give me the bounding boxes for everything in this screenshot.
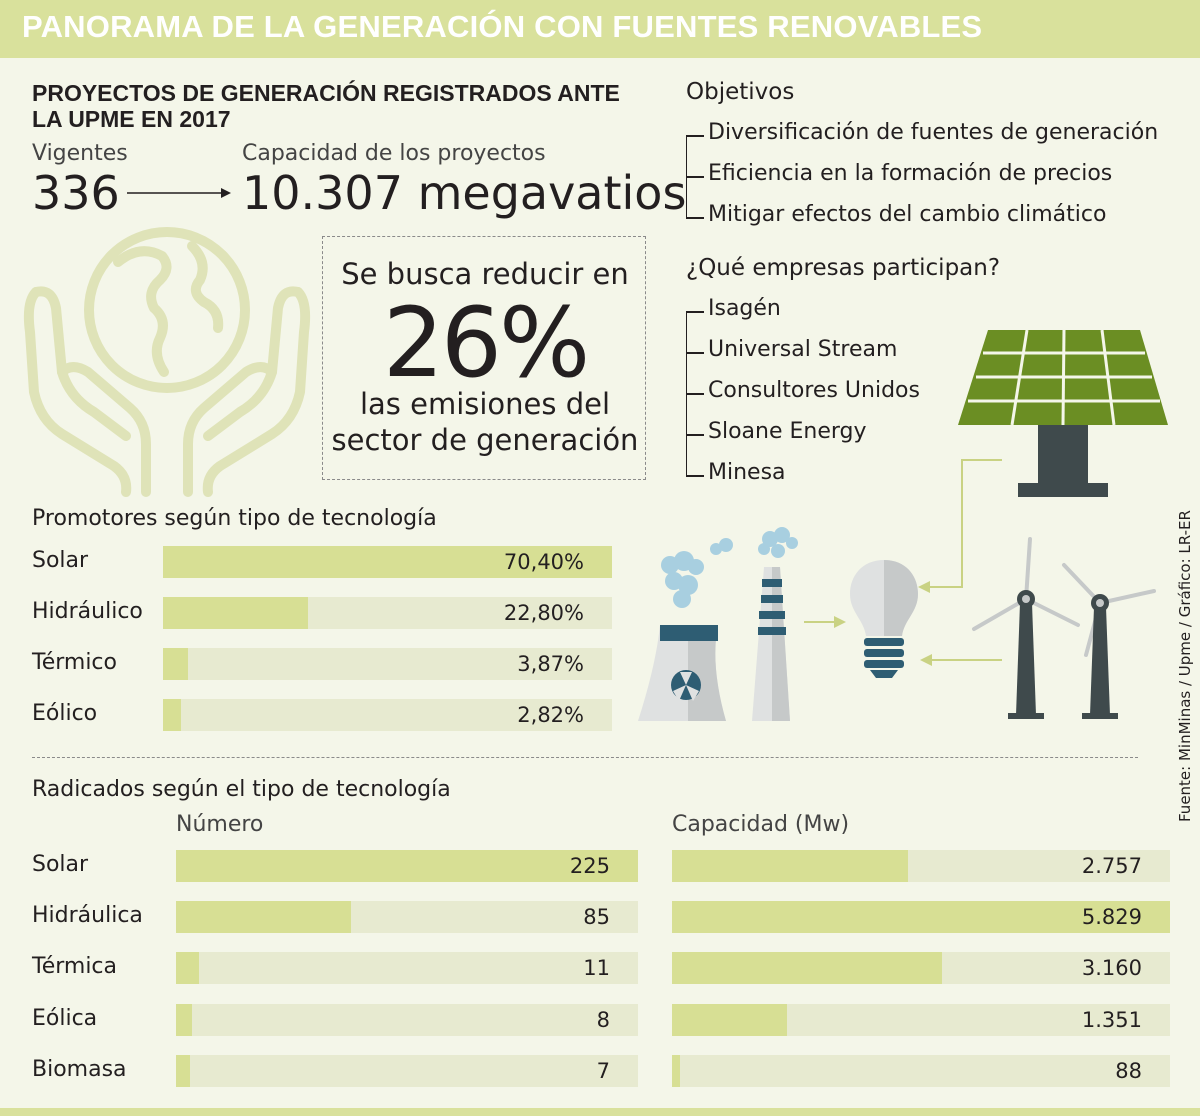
- company-item: Sloane Energy: [686, 419, 867, 444]
- objectives-list: [686, 120, 1186, 240]
- data-label: 1.351: [1081, 1008, 1142, 1032]
- category-label: Eólico: [32, 701, 98, 726]
- bar: [672, 1055, 680, 1087]
- arrow-right-icon: [125, 183, 233, 203]
- series-label-capacidad: Capacidad (Mw): [672, 812, 850, 837]
- vigentes-value: 336: [32, 166, 120, 220]
- page-title: PANORAMA DE LA GENERACIÓN CON FUENTES RENOVABLES: [22, 9, 983, 44]
- data-label: 2,82%: [517, 703, 584, 727]
- bar-track: [176, 1004, 638, 1036]
- capacity-label: Capacidad de los proyectos: [242, 141, 546, 166]
- bar: [672, 1004, 787, 1036]
- footer-rule: [0, 1108, 1200, 1116]
- source-credit: Fuente: MinMinas / Upme / Gráfico: LR-ER: [1176, 510, 1194, 822]
- wind-turbines-icon: [970, 535, 1160, 721]
- bar: [672, 952, 942, 984]
- goal-percent: 26%: [382, 287, 588, 399]
- title-bar: [0, 0, 1200, 58]
- chart2: [0, 850, 1180, 1100]
- goal-line1: Se busca reducir en: [341, 257, 629, 291]
- category-label: Hidráulica: [32, 903, 143, 928]
- goal-line3: sector de generación: [331, 423, 639, 457]
- data-label: 2.757: [1081, 854, 1142, 878]
- objective-item: Mitigar efectos del cambio climático: [686, 202, 1106, 227]
- bar: [672, 850, 908, 882]
- category-label: Hidráulico: [32, 599, 143, 624]
- bar-track: [163, 546, 612, 578]
- bar: [176, 1004, 192, 1036]
- data-label: 3.160: [1081, 956, 1142, 980]
- chart1: [0, 546, 620, 736]
- bar-track: [176, 1055, 638, 1087]
- bar-track: [672, 1055, 1170, 1087]
- company-item: Consultores Unidos: [686, 378, 920, 403]
- bar-track: [176, 850, 638, 882]
- bar-track: [672, 901, 1170, 933]
- bar-track: [176, 901, 638, 933]
- bar: [176, 952, 199, 984]
- data-label: 70,40%: [503, 550, 584, 574]
- power-plant-icon: [630, 525, 800, 721]
- bar-track: [672, 1004, 1170, 1036]
- data-label: 5.829: [1081, 905, 1142, 929]
- bar-track: [163, 699, 612, 731]
- goal-line2: las emisiones del: [359, 387, 611, 421]
- bar: [163, 597, 308, 629]
- capacity-value: 10.307 megavatios: [242, 166, 687, 220]
- category-label: Eólica: [32, 1006, 98, 1031]
- companies-heading: ¿Qué empresas participan?: [686, 255, 1001, 281]
- data-label: 3,87%: [517, 652, 584, 676]
- vigentes-label: Vigentes: [32, 141, 128, 166]
- projects-heading: PROYECTOS DE GENERACIÓN REGISTRADOS ANTE LA UPME EN 2017: [32, 80, 620, 132]
- bar-track: [672, 850, 1170, 882]
- category-label: Biomasa: [32, 1057, 127, 1082]
- objective-item: Eficiencia en la formación de precios: [686, 161, 1112, 186]
- section-divider: [32, 757, 1138, 758]
- company-item: Minesa: [686, 460, 786, 485]
- arrow-right-small-icon: [802, 614, 846, 630]
- globe-hands-icon: [22, 222, 312, 500]
- objective-item: Diversificación de fuentes de generación: [686, 120, 1158, 145]
- chart2-title: Radicados según el tipo de tecnología: [32, 777, 451, 802]
- company-item: Universal Stream: [686, 337, 897, 362]
- data-label: 22,80%: [503, 601, 584, 625]
- objectives-heading: Objetivos: [686, 79, 795, 105]
- bar-track: [163, 648, 612, 680]
- bar: [163, 699, 181, 731]
- category-label: Solar: [32, 852, 89, 877]
- data-label: 225: [569, 854, 610, 878]
- bar: [176, 1055, 190, 1087]
- series-label-numero: Número: [176, 812, 264, 837]
- bar-track: [163, 597, 612, 629]
- category-label: Solar: [32, 548, 89, 573]
- data-label: 7: [596, 1059, 610, 1083]
- company-item: Isagén: [686, 296, 781, 321]
- bar-track: [672, 952, 1170, 984]
- data-label: 8: [596, 1008, 610, 1032]
- bar-track: [176, 952, 638, 984]
- data-label: 11: [583, 956, 610, 980]
- category-label: Térmica: [32, 954, 118, 979]
- light-bulb-icon: [848, 558, 920, 680]
- bar: [163, 648, 188, 680]
- bar: [176, 901, 351, 933]
- category-label: Térmico: [32, 650, 117, 675]
- data-label: 85: [583, 905, 610, 929]
- chart1-title: Promotores según tipo de tecnología: [32, 506, 437, 531]
- data-label: 88: [1115, 1059, 1142, 1083]
- bar: [176, 850, 638, 882]
- goal-box: [322, 236, 646, 480]
